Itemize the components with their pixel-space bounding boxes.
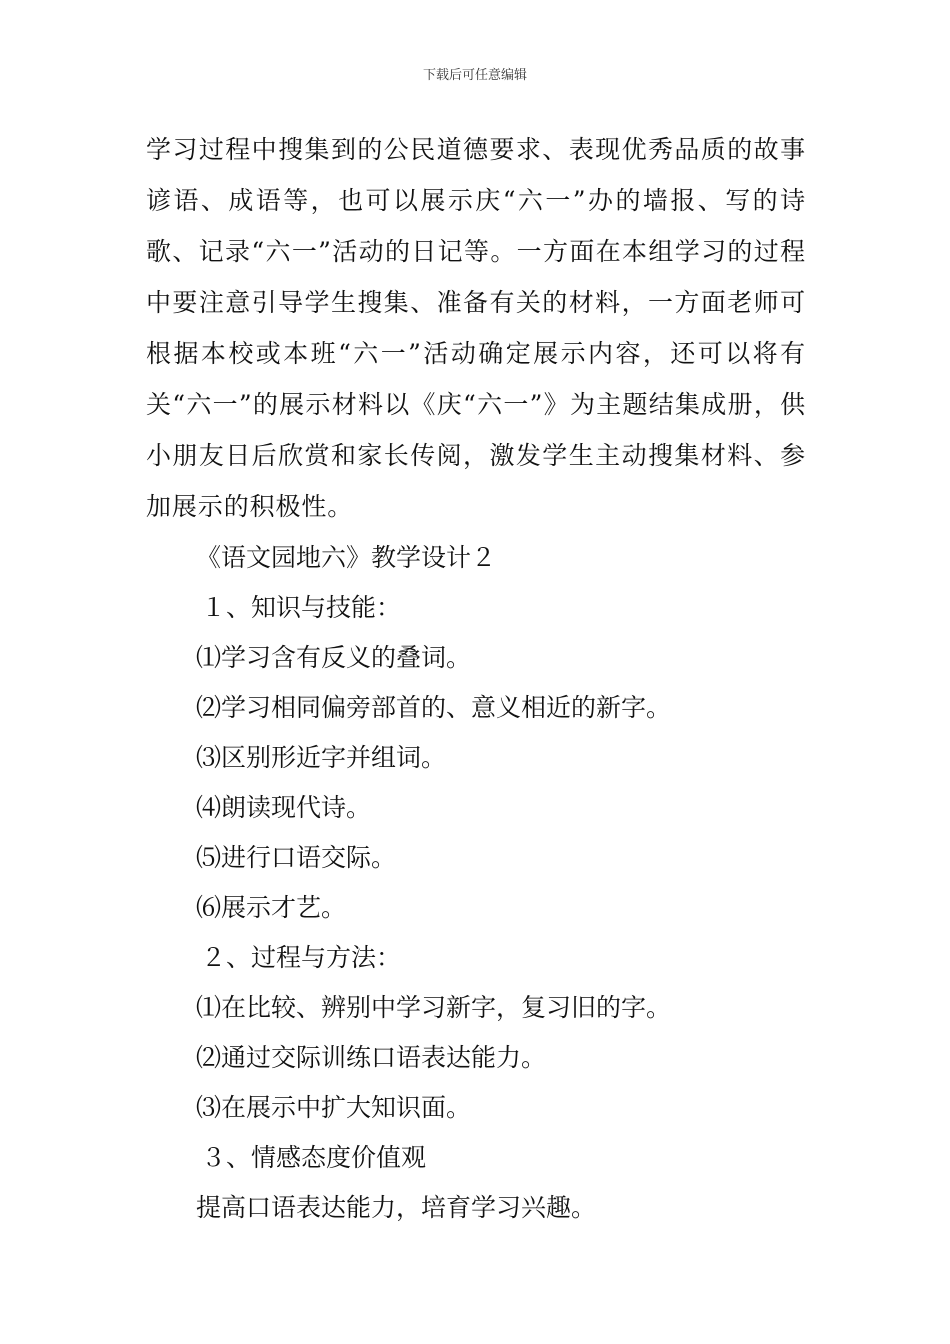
goal-item: ⑶在展示中扩大知识面。 — [196, 1093, 472, 1122]
goal-item: ⑵学习相同偏旁部首的、意义相近的新字。 — [196, 693, 672, 722]
goal-item: ⑷朗读现代诗。 — [196, 793, 372, 822]
goal-item: ⑶区别形近字并组词。 — [196, 743, 447, 772]
goal-heading: ２、过程与方法： — [201, 943, 402, 972]
goal-item: ⑴在比较、辨别中学习新字，复习旧的字。 — [196, 993, 672, 1022]
goal-item: 提高口语表达能力，培育学习兴趣。 — [196, 1193, 597, 1222]
body-paragraph: 学习过程中搜集到的公民道德要求、表现优秀品质的故事谚语、成语等，也可以展示庆“六一”办的墙报、写的诗歌、记录“六一”活动的日记等。一方面在本组学习的过程中要注意引导学生搜集、准备有关的材料，一方面老师可根据本校或本班“六一”活动确定展示内容，还可以将有关“六一”的展示材料以《庆“六一”》为主题结集成册，供小朋友日后欣赏和家长传阅，激发学生主动搜集材料、参加展示的积极性。 — [146, 135, 806, 521]
document-body — [146, 124, 806, 1233]
goal-heading: １、知识与技能： — [201, 593, 402, 622]
goal-heading: ３、情感态度价值观 — [201, 1143, 427, 1172]
section-title: 《语文园地六》教学设计２ — [196, 543, 497, 572]
goal-item: ⑸进行口语交际。 — [196, 843, 397, 872]
goal-item: ⑵通过交际训练口语表达能力。 — [196, 1043, 547, 1072]
goal-item: ⑴学习含有反义的叠词。 — [196, 643, 472, 672]
page-header: 下载后可任意编辑 — [422, 68, 527, 83]
goal-item: ⑹展示才艺。 — [196, 893, 347, 922]
